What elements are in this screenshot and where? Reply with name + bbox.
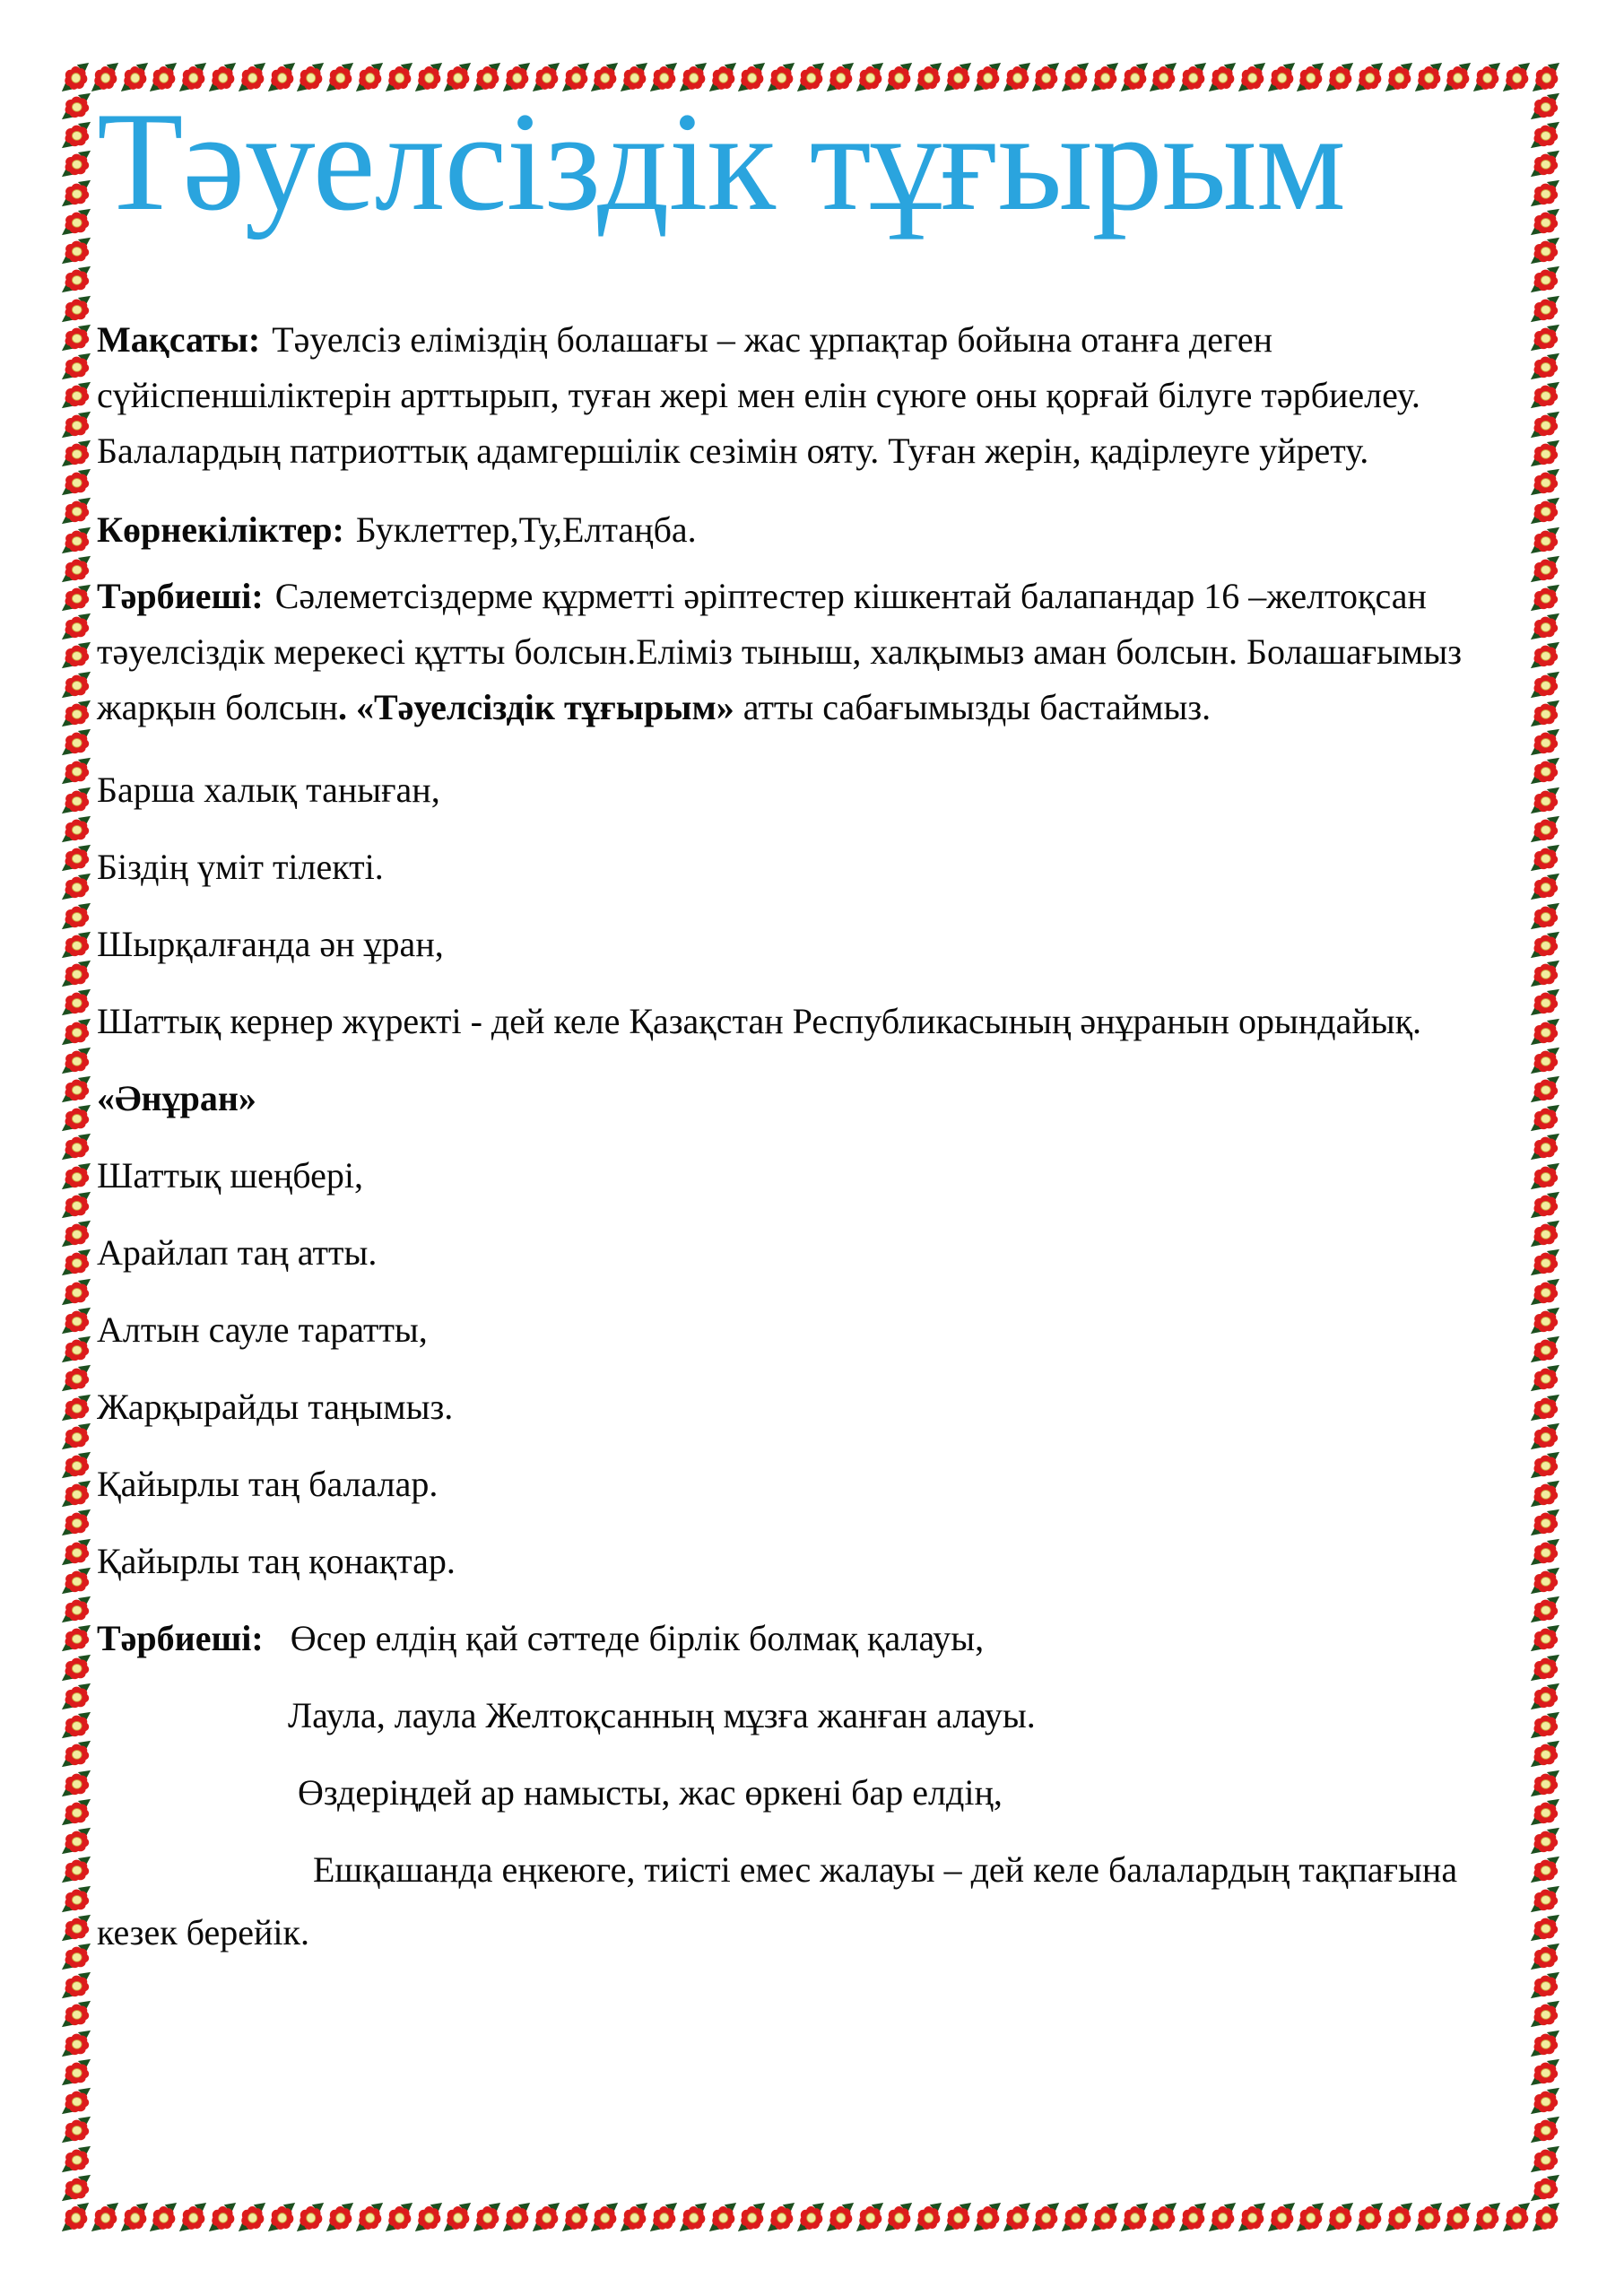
anthem-line: Арайлап таң атты. (97, 1232, 378, 1273)
anthem-heading: «Әнұран» (97, 1078, 256, 1118)
border-flower-icon (1472, 2202, 1501, 2232)
border-flower-icon (61, 931, 91, 959)
border-flower-icon (61, 1220, 91, 1248)
border-flower-icon (649, 2202, 678, 2232)
border-flower-icon (620, 2202, 648, 2232)
border-flower-icon (1443, 2202, 1472, 2232)
border-flower-icon (61, 150, 91, 178)
border-flower-icon (1149, 2202, 1177, 2232)
border-flower-icon (1267, 2202, 1296, 2232)
border-flower-icon (61, 1770, 91, 1797)
goal-paragraph (97, 312, 1568, 479)
border-flower-icon (767, 2202, 795, 2232)
page-title: Тәуелсіздік тұғырым (97, 83, 1345, 240)
border-flower-icon (61, 1104, 91, 1132)
border-bottom (61, 2202, 1560, 2232)
border-flower-icon (884, 2202, 913, 2232)
border-flower-icon (61, 960, 91, 987)
border-flower-icon (61, 468, 91, 496)
visuals-label: Көрнекіліктер: (97, 509, 344, 550)
teacher-closing-paragraph (97, 1611, 1568, 1666)
border-flower-icon (61, 1943, 91, 1970)
border-flower-icon (61, 1827, 91, 1855)
border-flower-icon (355, 2202, 384, 2232)
border-flower-icon (855, 2202, 884, 2232)
border-flower-icon (61, 1307, 91, 1335)
border-flower-icon (61, 265, 91, 293)
border-flower-icon (61, 844, 91, 872)
border-flower-icon (61, 1047, 91, 1074)
teacher-intro-label: Тәрбиеші: (97, 576, 264, 616)
border-flower-icon (61, 1971, 91, 1999)
border-flower-icon (61, 497, 91, 525)
teacher-intro-text: Сәлеметсіздерме құрметті әріптестер кішкентай балапандар 16 –желтоқсан тәуелсіздік мерекесі құтты болсын.Еліміз тыныш, халқымыз аман болсын. Болашағымыз жарқын болсын (97, 576, 1462, 727)
border-flower-icon (737, 2202, 766, 2232)
border-flower-icon (1061, 2202, 1090, 2232)
border-flower-icon (61, 1711, 91, 1739)
border-flower-icon (61, 815, 91, 843)
anthem-line: Қайырлы таң балалар. (97, 1464, 439, 1504)
border-flower-icon (502, 2202, 531, 2232)
border-flower-icon (61, 62, 90, 92)
border-flower-icon (1090, 2202, 1119, 2232)
border-flower-icon (1003, 2202, 1031, 2232)
border-flower-icon (1238, 2202, 1266, 2232)
verse-line: Біздің үміт тілекті. (97, 847, 384, 887)
border-flower-icon (61, 700, 91, 727)
border-flower-icon (61, 208, 91, 236)
border-flower-icon (1031, 2202, 1060, 2232)
border-flower-icon (61, 2202, 90, 2232)
border-flower-icon (267, 2202, 296, 2232)
border-flower-icon (61, 1624, 91, 1652)
border-flower-icon (532, 2202, 560, 2232)
goal-text: Тәуелсіз еліміздің болашағы – жас ұрпақтар бойына отанға деген сүйіспеншіліктерін арттырып, туған жері мен елін сүюге оны қорғай білуге тәрбиелеу. Балалардың патриоттық адамгершілік сезімін ояту. Туған жерін, қадірлеуге уйрету. (97, 319, 1420, 471)
border-flower-icon (61, 1191, 91, 1219)
border-flower-icon (61, 381, 91, 409)
border-flower-icon (590, 2202, 619, 2232)
border-flower-icon (1296, 2202, 1324, 2232)
anthem-line: Қайырлы таң қонақтар. (97, 1541, 456, 1581)
border-flower-icon (796, 2202, 825, 2232)
visuals-text: Буклеттер,Ту,Елтаңба. (355, 509, 697, 550)
border-flower-icon (61, 2116, 91, 2144)
border-flower-icon (973, 2202, 1002, 2232)
border-flower-icon (61, 1914, 91, 1942)
border-flower-icon (826, 2202, 855, 2232)
border-flower-icon (61, 641, 91, 669)
border-flower-icon (708, 2202, 737, 2232)
border-flower-icon (1530, 2030, 1560, 2057)
anthem-line: Алтын сауле таратты, (97, 1309, 428, 1350)
border-flower-icon (61, 1856, 91, 1883)
border-flower-icon (61, 555, 91, 583)
border-flower-icon (61, 671, 91, 699)
border-flower-icon (61, 1394, 91, 1422)
border-flower-icon (61, 179, 91, 207)
anthem-line: Шаттық шеңбері, (97, 1155, 363, 1196)
border-flower-icon (1208, 2202, 1237, 2232)
border-flower-icon (61, 1133, 91, 1161)
border-flower-icon (385, 2202, 413, 2232)
verse-line: Шаттық кернер жүректі - дей келе Қазақстан Республикасының әнұранын орындайық. (97, 1001, 1422, 1041)
border-flower-icon (1530, 2087, 1560, 2115)
border-flower-icon (296, 2202, 325, 2232)
border-flower-icon (679, 2202, 708, 2232)
border-flower-icon (61, 728, 91, 756)
border-flower-icon (61, 1335, 91, 1363)
border-flower-icon (1530, 2000, 1560, 2028)
border-flower-icon (61, 324, 91, 352)
border-flower-icon (1325, 2202, 1354, 2232)
teacher-closing-label: Тәрбиеші: (97, 1618, 264, 1658)
border-flower-icon (61, 352, 91, 380)
border-flower-icon (61, 873, 91, 900)
closing-line: Өсер елдің қай сәттеде бірлік болмақ қалауы, (290, 1618, 985, 1658)
document-content (97, 0, 1568, 1961)
border-flower-icon (561, 2202, 590, 2232)
border-flower-icon (208, 2202, 237, 2232)
border-flower-icon (61, 1248, 91, 1276)
teacher-intro-paragraph (97, 569, 1568, 735)
border-flower-icon (61, 411, 91, 439)
border-flower-icon (1355, 2202, 1384, 2232)
border-flower-icon (61, 237, 91, 265)
border-flower-icon (1530, 2058, 1560, 2086)
goal-label: Мақсаты: (97, 319, 261, 360)
border-flower-icon (61, 2087, 91, 2115)
anthem-line: Жарқырайды таңымыз. (97, 1387, 454, 1427)
border-flower-icon (61, 526, 91, 554)
closing-line: Лаула, лаула Желтоқсанның мұзға жанған алауы. (288, 1695, 1036, 1735)
verse-line: Шырқалғанда ән ұран, (97, 924, 444, 964)
border-flower-icon (61, 1567, 91, 1595)
border-flower-icon (61, 295, 91, 323)
border-flower-icon (61, 787, 91, 814)
border-flower-icon (61, 584, 91, 612)
border-flower-icon (120, 2202, 149, 2232)
border-flower-icon (1414, 2202, 1443, 2232)
border-flower-icon (1530, 1971, 1560, 1999)
visuals-paragraph (97, 502, 1568, 558)
border-flower-icon (61, 757, 91, 785)
border-flower-icon (1530, 2174, 1560, 2202)
border-flower-icon (61, 2000, 91, 2028)
teacher-intro-text-after: атты сабағымызды бастаймыз. (734, 687, 1211, 727)
border-flower-icon (61, 2058, 91, 2086)
border-flower-icon (1120, 2202, 1149, 2232)
border-flower-icon (443, 2202, 472, 2232)
border-flower-icon (61, 1422, 91, 1450)
closing-line: Өздеріңдей ар намысты, жас өркені бар елдің, (298, 1772, 1003, 1813)
border-flower-icon (1385, 2202, 1413, 2232)
border-flower-icon (178, 2202, 207, 2232)
border-flower-icon (326, 2202, 354, 2232)
border-flower-icon (61, 1596, 91, 1623)
border-flower-icon (61, 613, 91, 640)
border-flower-icon (1530, 2116, 1560, 2144)
border-flower-icon (61, 439, 91, 467)
border-flower-icon (414, 2202, 443, 2232)
border-flower-icon (1532, 2202, 1560, 2232)
border-flower-icon (61, 1509, 91, 1536)
border-flower-icon (943, 2202, 972, 2232)
border-flower-icon (61, 1075, 91, 1103)
border-flower-icon (61, 1278, 91, 1306)
border-flower-icon (61, 902, 91, 930)
teacher-intro-lesson-title: . «Тәуелсіздік тұғырым» (337, 687, 734, 727)
border-flower-icon (61, 1162, 91, 1190)
border-flower-icon (61, 1885, 91, 1913)
verse-line: Барша халық таныған, (97, 770, 440, 810)
border-left (61, 92, 91, 2202)
border-flower-icon (61, 1451, 91, 1479)
border-flower-icon (61, 1798, 91, 1826)
border-flower-icon (1178, 2202, 1207, 2232)
border-flower-icon (61, 121, 91, 149)
closing-line: кезек берейік. (97, 1912, 309, 1952)
border-flower-icon (61, 1538, 91, 1566)
border-flower-icon (1530, 2145, 1560, 2173)
border-flower-icon (91, 2202, 119, 2232)
border-flower-icon (473, 2202, 501, 2232)
border-flower-icon (61, 1683, 91, 1710)
border-flower-icon (61, 1654, 91, 1682)
border-flower-icon (149, 2202, 178, 2232)
border-flower-icon (61, 1480, 91, 1508)
border-flower-icon (61, 988, 91, 1016)
border-flower-icon (61, 1740, 91, 1768)
border-flower-icon (61, 1018, 91, 1046)
border-flower-icon (914, 2202, 942, 2232)
border-flower-icon (61, 1364, 91, 1392)
border-flower-icon (61, 2030, 91, 2057)
border-flower-icon (1502, 2202, 1531, 2232)
border-flower-icon (61, 2145, 91, 2173)
border-flower-icon (61, 2174, 91, 2202)
closing-line: Ешқашанда еңкеюге, тиісті емес жалауы – дей келе балалардың тақпағына (313, 1849, 1458, 1890)
border-flower-icon (238, 2202, 266, 2232)
border-flower-icon (61, 92, 91, 120)
